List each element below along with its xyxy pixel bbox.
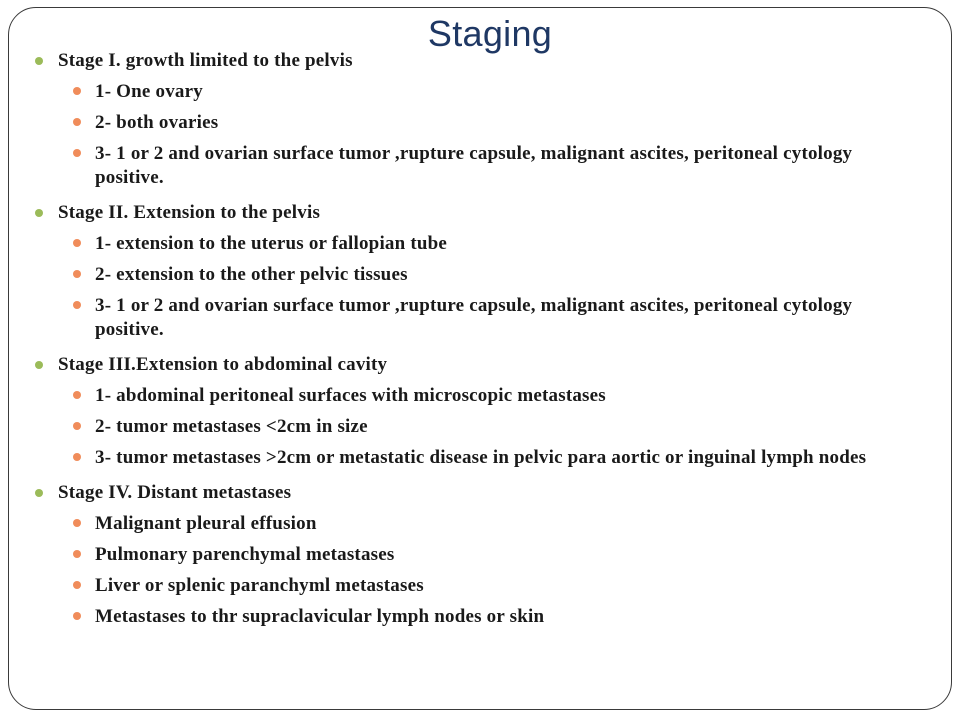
stage-4-item-2 <box>95 543 898 567</box>
list-item-text: 2- both ovaries <box>95 112 219 133</box>
stage-3-heading <box>58 354 898 376</box>
stage-2-item-3 <box>95 294 898 342</box>
stage-3-item-1 <box>95 384 898 408</box>
bullet-icon <box>73 581 81 589</box>
stage-3-item-2 <box>95 415 898 439</box>
stage-1-section <box>58 50 898 190</box>
bullet-icon <box>73 612 81 620</box>
bullet-icon <box>73 422 81 430</box>
list-item-text: Pulmonary parenchymal metastases <box>95 544 395 565</box>
stage-2-section <box>58 202 898 342</box>
bullet-icon <box>73 239 81 247</box>
list-item-text: 2- extension to the other pelvic tissues <box>95 264 408 285</box>
bullet-icon <box>35 209 43 217</box>
list-item-text: 3- tumor metastases >2cm or metastatic disease in pelvic para aortic or inguinal lymph nodes <box>95 447 867 468</box>
stage-3-heading-text: Stage III.Extension to abdominal cavity <box>58 354 388 375</box>
bullet-icon <box>73 550 81 558</box>
slide-content <box>58 50 898 629</box>
stage-2-heading-text: Stage II. Extension to the pelvis <box>58 202 321 223</box>
bullet-icon <box>73 149 81 157</box>
stage-4-heading-text: Stage IV. Distant metastases <box>58 482 292 503</box>
list-item-text: 3- 1 or 2 and ovarian surface tumor ,rupture capsule, malignant ascites, peritoneal cytology positive. <box>95 143 853 188</box>
bullet-icon <box>73 87 81 95</box>
bullet-icon <box>73 453 81 461</box>
bullet-icon <box>73 391 81 399</box>
list-item-text: Malignant pleural effusion <box>95 513 317 534</box>
stage-4-item-3 <box>95 574 898 598</box>
list-item-text: 2- tumor metastases <2cm in size <box>95 416 368 437</box>
bullet-icon <box>35 489 43 497</box>
list-item-text: 1- abdominal peritoneal surfaces with microscopic metastases <box>95 385 606 406</box>
list-item-text: 1- One ovary <box>95 81 203 102</box>
stage-3-section <box>58 354 898 470</box>
bullet-icon <box>35 361 43 369</box>
stage-2-heading <box>58 202 898 224</box>
bullet-icon <box>35 57 43 65</box>
stage-4-heading <box>58 482 898 504</box>
list-item-text: Metastases to thr supraclavicular lymph nodes or skin <box>95 606 545 627</box>
bullet-icon <box>73 118 81 126</box>
stage-1-heading-text: Stage I. growth limited to the pelvis <box>58 50 353 71</box>
stage-2-item-1 <box>95 232 898 256</box>
bullet-icon <box>73 270 81 278</box>
stage-2-item-2 <box>95 263 898 287</box>
stage-1-item-2 <box>95 111 898 135</box>
list-item-text: 1- extension to the uterus or fallopian tube <box>95 233 448 254</box>
stage-3-item-3 <box>95 446 898 470</box>
stage-4-item-1 <box>95 512 898 536</box>
list-item-text: Liver or splenic paranchyml metastases <box>95 575 424 596</box>
stage-1-item-3 <box>95 142 898 190</box>
stage-4-item-4 <box>95 605 898 629</box>
stage-1-heading <box>58 50 898 72</box>
stage-1-item-1 <box>95 80 898 104</box>
bullet-icon <box>73 519 81 527</box>
list-item-text: 3- 1 or 2 and ovarian surface tumor ,rupture capsule, malignant ascites, peritoneal cytology positive. <box>95 295 853 340</box>
slide-title: Staging <box>427 13 553 54</box>
stage-4-section <box>58 482 898 629</box>
bullet-icon <box>73 301 81 309</box>
